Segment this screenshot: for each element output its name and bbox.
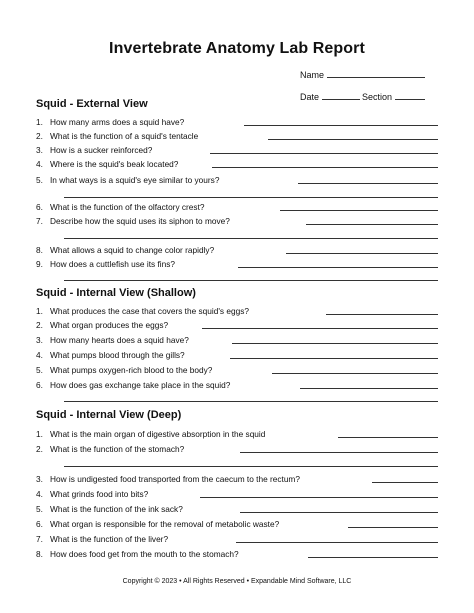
question-number: 1. [36, 117, 43, 127]
question-number: 1. [36, 306, 43, 316]
answer-line[interactable] [280, 210, 438, 211]
question-text: Describe how the squid uses its siphon to move? [50, 216, 233, 226]
answer-line[interactable] [64, 280, 438, 281]
question-text: What pumps blood through the gills? [50, 350, 188, 360]
section-title: Squid - External View [36, 98, 148, 110]
question-row[interactable] [36, 144, 438, 156]
question-text: What is the function of the ink sack? [50, 504, 186, 514]
question-row[interactable] [36, 174, 438, 186]
question-row[interactable] [36, 548, 438, 560]
answer-line[interactable] [202, 328, 438, 329]
section-line[interactable] [395, 90, 425, 100]
answer-line[interactable] [240, 512, 438, 513]
question-row[interactable] [36, 533, 438, 545]
question-number: 5. [36, 175, 43, 185]
question-text: What is the function of the olfactory crest? [50, 202, 208, 212]
name-label: Name [300, 70, 325, 80]
answer-line[interactable] [200, 497, 438, 498]
question-row[interactable] [36, 364, 438, 376]
question-row[interactable] [36, 503, 438, 515]
question-number: 8. [36, 549, 43, 559]
question-number: 3. [36, 474, 43, 484]
answer-line[interactable] [272, 373, 438, 374]
question-row[interactable] [36, 130, 438, 142]
section-title: Squid - Internal View (Deep) [36, 409, 182, 421]
question-row[interactable] [36, 244, 438, 256]
question-text: In what ways is a squid's eye similar to yours? [50, 175, 222, 185]
question-text: How is a sucker reinforced? [50, 145, 155, 155]
question-number: 6. [36, 202, 43, 212]
question-number: 4. [36, 350, 43, 360]
date-line[interactable] [322, 90, 360, 100]
answer-line[interactable] [308, 557, 438, 558]
question-row[interactable] [36, 116, 438, 128]
question-text: What organ is responsible for the removal of metabolic waste? [50, 519, 282, 529]
question-number: 2. [36, 320, 43, 330]
question-number: 5. [36, 504, 43, 514]
answer-line[interactable] [212, 167, 438, 168]
question-row[interactable] [36, 443, 438, 455]
name-field[interactable] [300, 68, 425, 80]
answer-line[interactable] [64, 401, 438, 402]
question-number: 3. [36, 335, 43, 345]
answer-line[interactable] [306, 224, 438, 225]
question-text: What is the function of the liver? [50, 534, 171, 544]
question-text: Where is the squid's beak located? [50, 159, 181, 169]
question-row[interactable] [36, 215, 438, 227]
question-row[interactable] [36, 473, 438, 485]
question-row[interactable] [36, 319, 438, 331]
question-text: What pumps oxygen-rich blood to the body? [50, 365, 215, 375]
answer-line[interactable] [268, 139, 438, 140]
question-number: 1. [36, 429, 43, 439]
question-number: 7. [36, 534, 43, 544]
question-row[interactable] [36, 488, 438, 500]
answer-line[interactable] [236, 542, 438, 543]
question-text: How does gas exchange take place in the squid? [50, 380, 233, 390]
answer-line[interactable] [240, 452, 438, 453]
footer-copyright: Copyright © 2023 • All Rights Reserved • Expandable Mind Software, LLC [122, 578, 352, 585]
question-text: What is the function of the stomach? [50, 444, 187, 454]
question-row[interactable] [36, 158, 438, 170]
question-number: 7. [36, 216, 43, 226]
answer-line[interactable] [64, 197, 438, 198]
question-number: 2. [36, 131, 43, 141]
question-number: 9. [36, 259, 43, 269]
page-title: Invertebrate Anatomy Lab Report [109, 40, 365, 57]
question-row[interactable] [36, 428, 438, 440]
question-text: How does a cuttlefish use its fins? [50, 259, 178, 269]
section-label: Section [362, 92, 393, 102]
question-row[interactable] [36, 201, 438, 213]
question-text: How many arms does a squid have? [50, 117, 187, 127]
answer-line[interactable] [300, 388, 438, 389]
question-text: How is undigested food transported from the caecum to the rectum? [50, 474, 303, 484]
question-row[interactable] [36, 518, 438, 530]
question-text: What organ produces the eggs? [50, 320, 171, 330]
question-text: How many hearts does a squid have? [50, 335, 192, 345]
question-number: 4. [36, 159, 43, 169]
section-title: Squid - Internal View (Shallow) [36, 287, 196, 299]
question-number: 6. [36, 519, 43, 529]
question-text: What grinds food into bits? [50, 489, 151, 499]
answer-line[interactable] [286, 253, 438, 254]
date-label: Date [300, 92, 320, 102]
question-text: What allows a squid to change color rapidly? [50, 245, 217, 255]
question-row[interactable] [36, 379, 438, 391]
question-number: 6. [36, 380, 43, 390]
answer-line[interactable] [244, 125, 438, 126]
question-row[interactable] [36, 349, 438, 361]
answer-line[interactable] [348, 527, 438, 528]
question-text: What is the main organ of digestive absorption in the squid [50, 429, 268, 439]
answer-line[interactable] [238, 267, 438, 268]
question-text: What produces the case that covers the squid's eggs? [50, 306, 252, 316]
question-row[interactable] [36, 334, 438, 346]
name-line[interactable] [327, 68, 425, 78]
answer-line[interactable] [298, 183, 438, 184]
question-text: How does food get from the mouth to the stomach? [50, 549, 242, 559]
answer-line[interactable] [230, 358, 438, 359]
question-number: 5. [36, 365, 43, 375]
question-number: 4. [36, 489, 43, 499]
date-section-field[interactable] [300, 90, 425, 102]
answer-line[interactable] [326, 314, 438, 315]
question-row[interactable] [36, 258, 438, 270]
question-number: 2. [36, 444, 43, 454]
answer-line[interactable] [64, 466, 438, 467]
question-row[interactable] [36, 305, 438, 317]
question-number: 8. [36, 245, 43, 255]
answer-line[interactable] [372, 482, 438, 483]
answer-line[interactable] [210, 153, 438, 154]
answer-line[interactable] [232, 343, 438, 344]
answer-line[interactable] [64, 238, 438, 239]
question-number: 3. [36, 145, 43, 155]
answer-line[interactable] [338, 437, 438, 438]
question-text: What is the function of a squid's tentacle [50, 131, 201, 141]
